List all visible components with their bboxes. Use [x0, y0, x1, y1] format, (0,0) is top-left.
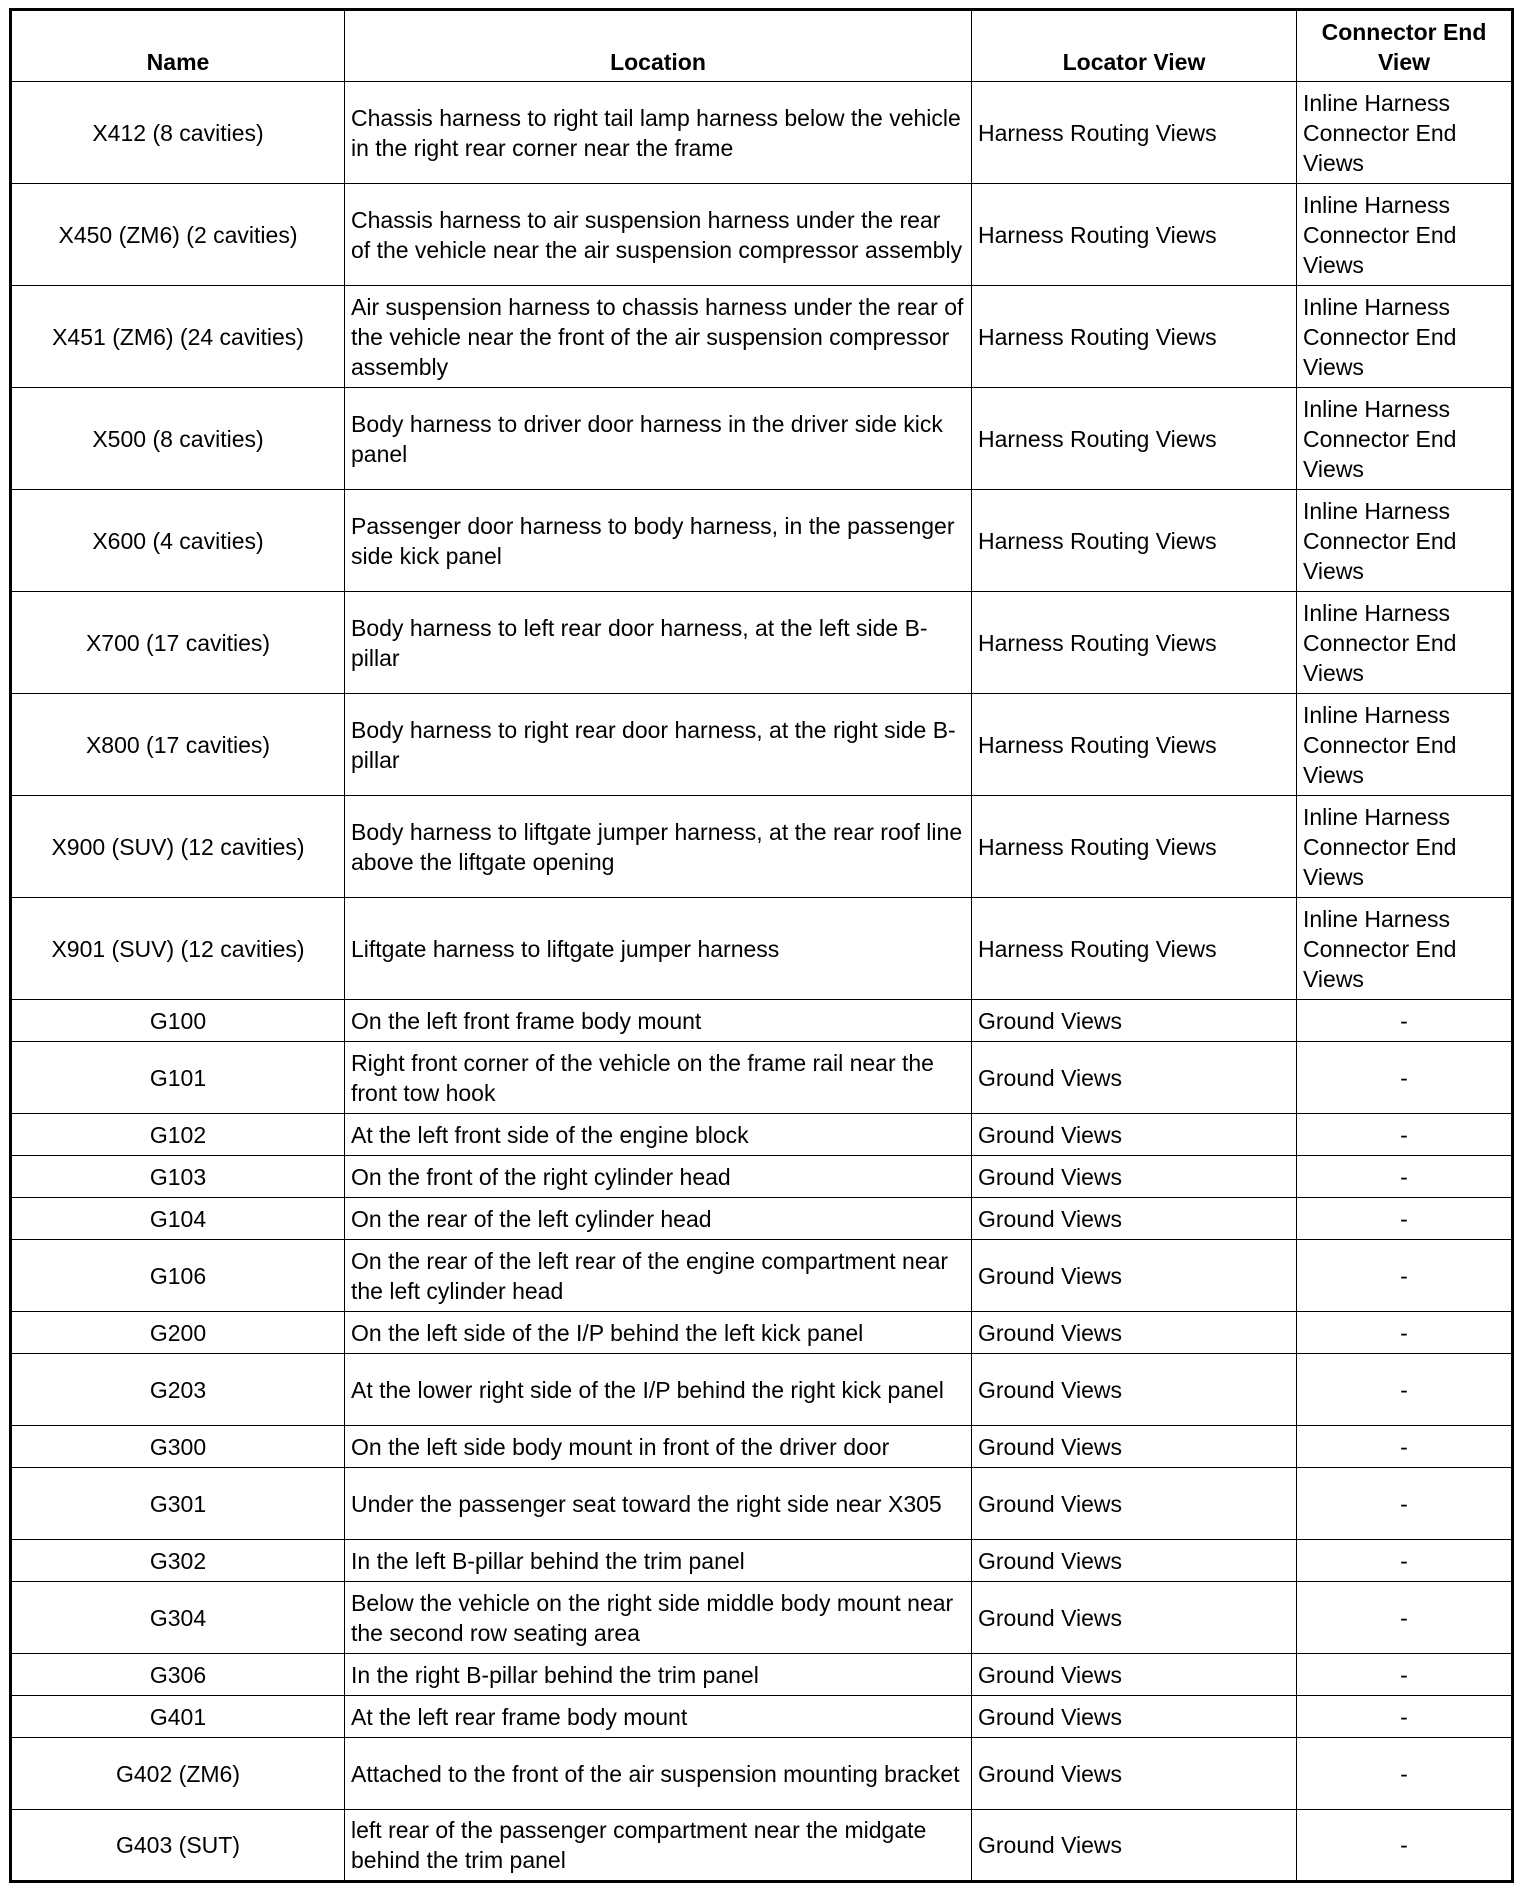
table-row: [11, 1240, 1513, 1312]
cell-locator-view: Ground Views: [972, 1540, 1297, 1582]
cell-connector-end-view: Inline Harness Connector End Views: [1297, 796, 1513, 898]
cell-locator-view: Ground Views: [972, 1312, 1297, 1354]
cell-connector-end-view: -: [1297, 1114, 1513, 1156]
cell-locator-view: Harness Routing Views: [972, 592, 1297, 694]
cell-locator-view: Harness Routing Views: [972, 694, 1297, 796]
cell-name: X412 (8 cavities): [11, 82, 345, 184]
cell-location: In the left B-pillar behind the trim panel: [345, 1540, 972, 1582]
cell-connector-end-view: Inline Harness Connector End Views: [1297, 286, 1513, 388]
cell-location: On the left side of the I/P behind the left kick panel: [345, 1312, 972, 1354]
cell-name: G403 (SUT): [11, 1810, 345, 1882]
header-location: Location: [345, 10, 972, 82]
cell-location: At the left rear frame body mount: [345, 1696, 972, 1738]
cell-connector-end-view: -: [1297, 1654, 1513, 1696]
connector-ground-table-container: [9, 8, 1514, 1883]
cell-locator-view: Harness Routing Views: [972, 286, 1297, 388]
cell-connector-end-view: -: [1297, 1000, 1513, 1042]
table-header: [11, 10, 1513, 82]
cell-locator-view: Harness Routing Views: [972, 82, 1297, 184]
cell-name: G402 (ZM6): [11, 1738, 345, 1810]
cell-location: Liftgate harness to liftgate jumper harness: [345, 898, 972, 1000]
cell-name: G304: [11, 1582, 345, 1654]
cell-location: Passenger door harness to body harness, in the passenger side kick panel: [345, 490, 972, 592]
cell-name: X900 (SUV) (12 cavities): [11, 796, 345, 898]
table-row: [11, 1114, 1513, 1156]
cell-name: G203: [11, 1354, 345, 1426]
cell-locator-view: Ground Views: [972, 1042, 1297, 1114]
cell-name: G103: [11, 1156, 345, 1198]
cell-name: X451 (ZM6) (24 cavities): [11, 286, 345, 388]
cell-location: Attached to the front of the air suspension mounting bracket: [345, 1738, 972, 1810]
table-body: [11, 82, 1513, 1882]
cell-locator-view: Ground Views: [972, 1240, 1297, 1312]
cell-location: Body harness to driver door harness in the driver side kick panel: [345, 388, 972, 490]
table-row: [11, 592, 1513, 694]
cell-locator-view: Harness Routing Views: [972, 184, 1297, 286]
cell-connector-end-view: Inline Harness Connector End Views: [1297, 898, 1513, 1000]
cell-name: G100: [11, 1000, 345, 1042]
cell-location: Under the passenger seat toward the right side near X305: [345, 1468, 972, 1540]
cell-locator-view: Ground Views: [972, 1654, 1297, 1696]
cell-connector-end-view: Inline Harness Connector End Views: [1297, 490, 1513, 592]
cell-name: G401: [11, 1696, 345, 1738]
table-row: [11, 1042, 1513, 1114]
table-row: [11, 1810, 1513, 1882]
cell-name: X500 (8 cavities): [11, 388, 345, 490]
cell-locator-view: Harness Routing Views: [972, 796, 1297, 898]
cell-location: On the left side body mount in front of the driver door: [345, 1426, 972, 1468]
cell-location: Body harness to liftgate jumper harness, at the rear roof line above the liftgate opening: [345, 796, 972, 898]
cell-connector-end-view: -: [1297, 1198, 1513, 1240]
cell-location: Chassis harness to air suspension harness under the rear of the vehicle near the air suspension compressor assembly: [345, 184, 972, 286]
table-row: [11, 1312, 1513, 1354]
cell-name: X450 (ZM6) (2 cavities): [11, 184, 345, 286]
cell-location: In the right B-pillar behind the trim panel: [345, 1654, 972, 1696]
cell-location: Air suspension harness to chassis harness under the rear of the vehicle near the front of the air suspension compressor assembly: [345, 286, 972, 388]
cell-name: G101: [11, 1042, 345, 1114]
cell-name: G302: [11, 1540, 345, 1582]
cell-locator-view: Ground Views: [972, 1810, 1297, 1882]
cell-name: X600 (4 cavities): [11, 490, 345, 592]
cell-location: On the rear of the left rear of the engine compartment near the left cylinder head: [345, 1240, 972, 1312]
cell-location: Right front corner of the vehicle on the frame rail near the front tow hook: [345, 1042, 972, 1114]
cell-name: G300: [11, 1426, 345, 1468]
cell-location: Below the vehicle on the right side middle body mount near the second row seating area: [345, 1582, 972, 1654]
cell-connector-end-view: Inline Harness Connector End Views: [1297, 694, 1513, 796]
cell-locator-view: Ground Views: [972, 1738, 1297, 1810]
table-row: [11, 1654, 1513, 1696]
table-row: [11, 1468, 1513, 1540]
cell-connector-end-view: -: [1297, 1696, 1513, 1738]
header-locator-view: Locator View: [972, 10, 1297, 82]
table-row: [11, 1198, 1513, 1240]
cell-location: On the front of the right cylinder head: [345, 1156, 972, 1198]
cell-connector-end-view: -: [1297, 1042, 1513, 1114]
cell-connector-end-view: -: [1297, 1240, 1513, 1312]
header-name: Name: [11, 10, 345, 82]
cell-connector-end-view: -: [1297, 1582, 1513, 1654]
cell-locator-view: Harness Routing Views: [972, 898, 1297, 1000]
cell-connector-end-view: Inline Harness Connector End Views: [1297, 82, 1513, 184]
table-row: [11, 184, 1513, 286]
table-row: [11, 1426, 1513, 1468]
table-row: [11, 1156, 1513, 1198]
cell-locator-view: Ground Views: [972, 1582, 1297, 1654]
table-row: [11, 286, 1513, 388]
cell-locator-view: Ground Views: [972, 1426, 1297, 1468]
cell-locator-view: Ground Views: [972, 1114, 1297, 1156]
cell-locator-view: Ground Views: [972, 1354, 1297, 1426]
table-row: [11, 1582, 1513, 1654]
cell-connector-end-view: -: [1297, 1810, 1513, 1882]
cell-name: G106: [11, 1240, 345, 1312]
table-row: [11, 694, 1513, 796]
cell-name: X700 (17 cavities): [11, 592, 345, 694]
cell-connector-end-view: Inline Harness Connector End Views: [1297, 388, 1513, 490]
table-row: [11, 796, 1513, 898]
table-row: [11, 490, 1513, 592]
cell-connector-end-view: -: [1297, 1312, 1513, 1354]
cell-location: At the left front side of the engine block: [345, 1114, 972, 1156]
cell-locator-view: Ground Views: [972, 1468, 1297, 1540]
cell-location: On the rear of the left cylinder head: [345, 1198, 972, 1240]
cell-connector-end-view: -: [1297, 1354, 1513, 1426]
header-connector-end-view: Connector End View: [1297, 10, 1513, 82]
cell-locator-view: Harness Routing Views: [972, 490, 1297, 592]
cell-connector-end-view: -: [1297, 1156, 1513, 1198]
cell-connector-end-view: Inline Harness Connector End Views: [1297, 592, 1513, 694]
cell-location: left rear of the passenger compartment near the midgate behind the trim panel: [345, 1810, 972, 1882]
cell-connector-end-view: -: [1297, 1426, 1513, 1468]
table-row: [11, 82, 1513, 184]
cell-locator-view: Ground Views: [972, 1696, 1297, 1738]
table-row: [11, 1000, 1513, 1042]
cell-locator-view: Ground Views: [972, 1156, 1297, 1198]
cell-location: At the lower right side of the I/P behind the right kick panel: [345, 1354, 972, 1426]
cell-location: Body harness to left rear door harness, at the left side B-pillar: [345, 592, 972, 694]
cell-connector-end-view: -: [1297, 1540, 1513, 1582]
table-row: [11, 388, 1513, 490]
table-row: [11, 898, 1513, 1000]
cell-locator-view: Ground Views: [972, 1198, 1297, 1240]
cell-name: G301: [11, 1468, 345, 1540]
cell-location: On the left front frame body mount: [345, 1000, 972, 1042]
cell-name: G102: [11, 1114, 345, 1156]
table-row: [11, 1354, 1513, 1426]
cell-name: X800 (17 cavities): [11, 694, 345, 796]
table-row: [11, 1696, 1513, 1738]
cell-locator-view: Ground Views: [972, 1000, 1297, 1042]
cell-connector-end-view: Inline Harness Connector End Views: [1297, 184, 1513, 286]
cell-location: Body harness to right rear door harness, at the right side B-pillar: [345, 694, 972, 796]
cell-name: G104: [11, 1198, 345, 1240]
header-row: [11, 10, 1513, 82]
cell-connector-end-view: -: [1297, 1738, 1513, 1810]
cell-locator-view: Harness Routing Views: [972, 388, 1297, 490]
table-row: [11, 1540, 1513, 1582]
cell-name: G306: [11, 1654, 345, 1696]
cell-location: Chassis harness to right tail lamp harness below the vehicle in the right rear corner near the frame: [345, 82, 972, 184]
cell-name: G200: [11, 1312, 345, 1354]
cell-name: X901 (SUV) (12 cavities): [11, 898, 345, 1000]
cell-connector-end-view: -: [1297, 1468, 1513, 1540]
connector-ground-table: [9, 8, 1514, 1883]
table-row: [11, 1738, 1513, 1810]
